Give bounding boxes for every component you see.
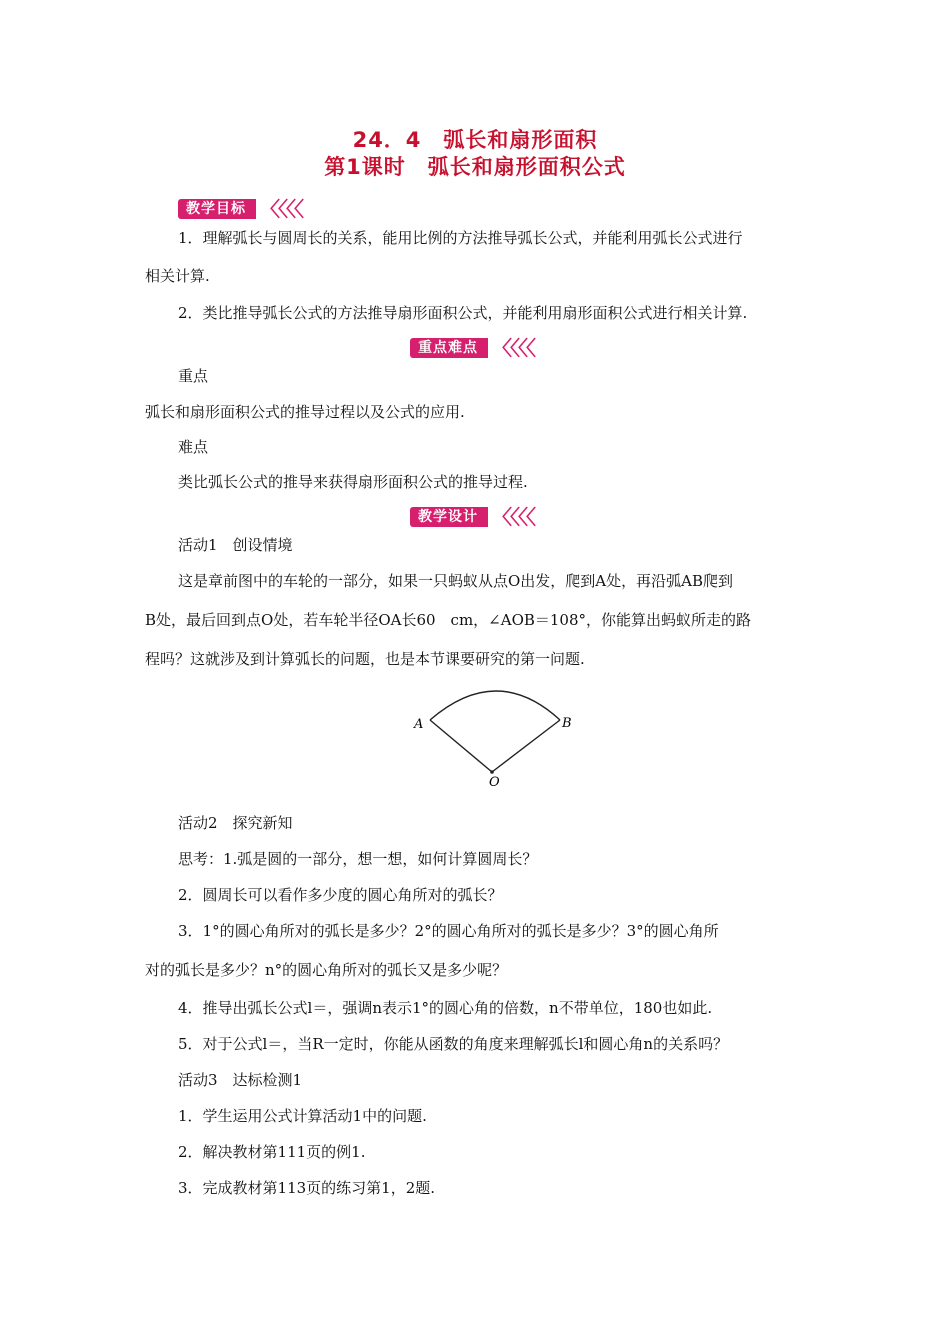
activity-3-heading: 活动3 达标检测1 bbox=[178, 1071, 303, 1089]
lesson-title: 第1课时 弧长和扇形面积公式 bbox=[324, 155, 626, 179]
banner-label: 教学设计 bbox=[410, 507, 488, 527]
activity-3-item-3: 3．完成教材第113页的练习第1，2题. bbox=[178, 1179, 436, 1197]
objective-1-line-2: 相关计算. bbox=[145, 267, 210, 285]
activity-2-q5: 5．对于公式l＝，当R一定时，你能从函数的角度来理解弧长l和圆心角n的关系吗？ bbox=[178, 1035, 729, 1053]
difficulty-label: 难点 bbox=[178, 438, 209, 456]
activity-2-q4: 4．推导出弧长公式l＝，强调n表示1°的圆心角的倍数，n不带单位，180也如此. bbox=[178, 999, 713, 1017]
label-b: B bbox=[562, 716, 572, 731]
activity-1-line-3: 程吗？这就涉及到计算弧长的问题，也是本节课要研究的第一问题. bbox=[145, 650, 585, 668]
activity-1-heading: 活动1 创设情境 bbox=[178, 536, 293, 554]
chevrons-icon: 〈〈〈〈 bbox=[260, 197, 302, 221]
focus-text: 弧长和扇形面积公式的推导过程以及公式的应用. bbox=[145, 403, 465, 421]
label-o: O bbox=[489, 775, 500, 790]
difficulty-text: 类比弧长公式的推导来获得扇形面积公式的推导过程. bbox=[178, 473, 528, 491]
activity-2-q3-line-2: 对的弧长是多少？n°的圆心角所对的弧长又是多少呢？ bbox=[145, 961, 508, 979]
activity-1-line-2: B处，最后回到点O处，若车轮半径OA长60 cm，∠AOB＝108°，你能算出蚂蚁所走的路 bbox=[145, 611, 752, 629]
activity-3-item-2: 2．解决教材第111页的例1. bbox=[178, 1143, 366, 1161]
chevrons-icon: 〈〈〈〈 bbox=[492, 336, 534, 360]
banner-label: 教学目标 bbox=[178, 199, 256, 219]
banner-objectives bbox=[178, 198, 302, 220]
chevrons-icon: 〈〈〈〈 bbox=[492, 505, 534, 529]
banner-design bbox=[410, 506, 534, 528]
banner-label: 重点难点 bbox=[410, 338, 488, 358]
banner-key-points bbox=[410, 337, 534, 359]
activity-2-q2: 2．圆周长可以看作多少度的圆心角所对的弧长？ bbox=[178, 886, 503, 904]
arc-ab bbox=[430, 691, 560, 720]
objective-2: 2．类比推导弧长公式的方法推导扇形面积公式，并能利用扇形面积公式进行相关计算. bbox=[178, 304, 748, 322]
activity-2-q1: 思考：1.弧是圆的一部分，想一想，如何计算圆周长？ bbox=[178, 850, 538, 868]
center-point bbox=[490, 770, 494, 774]
objective-1-line-1: 1．理解弧长与圆周长的关系，能用比例的方法推导弧长公式，并能利用弧长公式进行 bbox=[178, 229, 743, 247]
label-a: A bbox=[414, 717, 424, 732]
radius-ob bbox=[492, 720, 560, 772]
radius-oa bbox=[430, 720, 492, 772]
sector-figure bbox=[405, 680, 605, 790]
focus-label: 重点 bbox=[178, 367, 209, 385]
activity-2-heading: 活动2 探究新知 bbox=[178, 814, 293, 832]
activity-1-line-1: 这是章前图中的车轮的一部分，如果一只蚂蚁从点O出发，爬到A处，再沿弧AB爬到 bbox=[178, 572, 733, 590]
activity-2-q3-line-1: 3．1°的圆心角所对的弧长是多少？2°的圆心角所对的弧长是多少？3°的圆心角所 bbox=[178, 922, 719, 940]
section-title: 24．4 弧长和扇形面积 bbox=[352, 128, 598, 152]
activity-3-item-1: 1．学生运用公式计算活动1中的问题. bbox=[178, 1107, 427, 1125]
